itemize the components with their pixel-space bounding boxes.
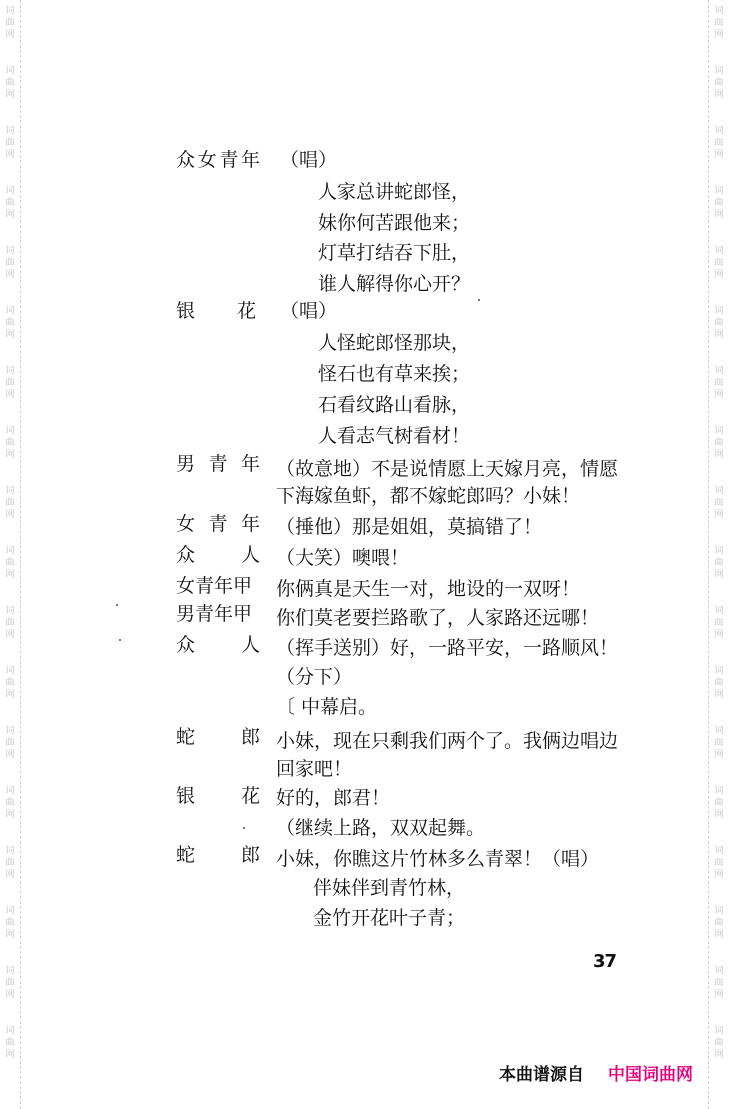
speaker-label: 蛇郎 <box>176 844 260 866</box>
left-margin-watermark-strip <box>0 0 21 1109</box>
stage-direction: （唱） <box>280 300 338 322</box>
watermark-glyph: 网 <box>714 810 724 820</box>
watermark-glyph: 曲 <box>5 258 15 268</box>
watermark-glyph: 网 <box>5 330 15 340</box>
watermark-glyph: 网 <box>714 690 724 700</box>
watermark-glyph: 曲 <box>5 18 15 28</box>
watermark-glyph: 词 <box>714 846 724 856</box>
watermark-glyph: 曲 <box>714 798 724 808</box>
watermark-glyph: 词 <box>714 666 724 676</box>
stage-direction: 〔 中幕启。 <box>276 696 378 718</box>
watermark-glyph: 网 <box>714 1050 724 1060</box>
speaker-label: 众人 <box>176 544 260 566</box>
speaker-label: 女青年甲 <box>176 575 253 597</box>
watermark-glyph: 曲 <box>714 1038 724 1048</box>
speaker-label: 众女青年 <box>176 149 260 171</box>
lyric-line: 谁人解得你心开？ <box>318 273 471 295</box>
watermark-glyph: 网 <box>714 570 724 580</box>
watermark-glyph: 网 <box>5 30 15 40</box>
watermark-glyph: 曲 <box>5 198 15 208</box>
dialogue-line: （捶他）那是姐姐，莫搞错了！ <box>276 516 543 538</box>
scan-speck <box>116 604 118 606</box>
watermark-glyph: 曲 <box>5 78 15 88</box>
watermark-glyph: 网 <box>5 810 15 820</box>
dialogue-line: （挥手送别）好，一路平安，一路顺风！ <box>276 637 619 659</box>
watermark-glyph: 网 <box>5 930 15 940</box>
watermark-glyph: 词 <box>5 1026 15 1036</box>
watermark-glyph: 词 <box>5 606 15 616</box>
watermark-glyph: 网 <box>5 750 15 760</box>
watermark-glyph: 词 <box>5 366 15 376</box>
watermark-glyph: 词 <box>5 726 15 736</box>
watermark-glyph: 曲 <box>714 858 724 868</box>
lyric-line: 石看纹路山看脉， <box>318 394 471 416</box>
watermark-glyph: 网 <box>5 210 15 220</box>
dialogue-line: 你们莫老要拦路歌了，人家路还远哪！ <box>276 607 600 629</box>
dialogue-line: （故意地）不是说情愿上天嫁月亮，情愿 <box>276 458 619 480</box>
watermark-glyph: 网 <box>714 450 724 460</box>
watermark-glyph: 网 <box>5 150 15 160</box>
watermark-glyph: 词 <box>714 6 724 16</box>
watermark-glyph: 曲 <box>714 618 724 628</box>
dialogue-line: 你俩真是天生一对，地设的一双呀！ <box>276 578 581 600</box>
watermark-glyph: 词 <box>714 366 724 376</box>
scan-speck <box>478 299 480 301</box>
watermark-glyph: 曲 <box>714 678 724 688</box>
watermark-glyph: 词 <box>5 426 15 436</box>
speaker-label: 女青年 <box>176 513 260 535</box>
watermark-glyph: 曲 <box>714 78 724 88</box>
dialogue-line: 小妹，现在只剩我们两个了。我俩边唱边 <box>276 730 619 752</box>
lyric-line: 人怪蛇郎怪那块， <box>318 332 471 354</box>
watermark-glyph: 网 <box>5 690 15 700</box>
watermark-glyph: 词 <box>5 966 15 976</box>
watermark-glyph: 词 <box>714 66 724 76</box>
watermark-glyph: 词 <box>5 6 15 16</box>
watermark-glyph: 曲 <box>5 318 15 328</box>
watermark-glyph: 网 <box>714 270 724 280</box>
lyric-line: 人看志气树看材！ <box>318 425 471 447</box>
watermark-glyph: 曲 <box>714 198 724 208</box>
watermark-glyph: 词 <box>714 126 724 136</box>
watermark-glyph: 词 <box>714 246 724 256</box>
stage-direction: （唱） <box>280 149 338 171</box>
watermark-glyph: 词 <box>5 126 15 136</box>
watermark-glyph: 网 <box>714 750 724 760</box>
watermark-glyph: 网 <box>714 630 724 640</box>
watermark-glyph: 网 <box>5 90 15 100</box>
speaker-label: 众人 <box>176 634 260 656</box>
lyric-line: 怪石也有草来挨； <box>318 363 471 385</box>
watermark-glyph: 词 <box>714 966 724 976</box>
scan-speck <box>243 827 245 829</box>
footer-source-label: 本曲谱源自 <box>499 1065 584 1085</box>
watermark-glyph: 词 <box>714 786 724 796</box>
watermark-glyph: 网 <box>714 870 724 880</box>
page-number: 37 <box>593 951 617 972</box>
watermark-glyph: 词 <box>5 66 15 76</box>
watermark-glyph: 词 <box>5 846 15 856</box>
watermark-glyph: 词 <box>714 306 724 316</box>
scan-speck <box>119 639 121 641</box>
watermark-glyph: 词 <box>714 1026 724 1036</box>
watermark-glyph: 网 <box>714 510 724 520</box>
watermark-glyph: 曲 <box>5 798 15 808</box>
watermark-glyph: 词 <box>714 486 724 496</box>
watermark-glyph: 网 <box>714 30 724 40</box>
speaker-label: 男青年甲 <box>176 603 253 625</box>
watermark-glyph: 曲 <box>714 918 724 928</box>
speaker-label: 银花 <box>176 785 260 807</box>
watermark-glyph: 网 <box>714 90 724 100</box>
dialogue-line: （大笑）噢喂！ <box>276 547 410 569</box>
watermark-glyph: 曲 <box>714 498 724 508</box>
watermark-glyph: 曲 <box>5 618 15 628</box>
watermark-glyph: 词 <box>5 306 15 316</box>
watermark-glyph: 词 <box>714 606 724 616</box>
watermark-glyph: 曲 <box>714 18 724 28</box>
footer-site-link[interactable]: 中国词曲网 <box>608 1065 693 1085</box>
watermark-glyph: 曲 <box>714 258 724 268</box>
watermark-glyph: 词 <box>714 726 724 736</box>
lyric-line: 金竹开花叶子青； <box>313 907 466 929</box>
watermark-glyph: 曲 <box>5 918 15 928</box>
watermark-glyph: 曲 <box>5 438 15 448</box>
watermark-glyph: 词 <box>714 186 724 196</box>
watermark-glyph: 曲 <box>714 438 724 448</box>
watermark-glyph: 网 <box>5 390 15 400</box>
stage-direction: （分下） <box>276 666 353 688</box>
watermark-glyph: 词 <box>714 546 724 556</box>
lyric-line: 伴妹伴到青竹林， <box>313 877 466 899</box>
watermark-glyph: 曲 <box>714 318 724 328</box>
right-margin-watermark-strip <box>708 0 729 1109</box>
dialogue-line: 小妹，你瞧这片竹林多么青翠！（唱） <box>276 848 600 870</box>
dialogue-line: 回家吧！ <box>276 758 353 780</box>
speaker-label: 银花 <box>176 300 256 322</box>
watermark-glyph: 曲 <box>714 138 724 148</box>
dialogue-line: 下海嫁鱼虾，都不嫁蛇郎吗？小妹！ <box>276 485 581 507</box>
speaker-label: 蛇郎 <box>176 726 260 748</box>
watermark-glyph: 网 <box>5 630 15 640</box>
watermark-glyph: 网 <box>714 930 724 940</box>
watermark-glyph: 曲 <box>5 858 15 868</box>
watermark-glyph: 网 <box>714 990 724 1000</box>
watermark-glyph: 词 <box>714 426 724 436</box>
watermark-glyph: 曲 <box>714 558 724 568</box>
watermark-glyph: 网 <box>714 330 724 340</box>
watermark-glyph: 词 <box>5 186 15 196</box>
speaker-label: 男青年 <box>176 453 260 475</box>
watermark-glyph: 词 <box>5 906 15 916</box>
watermark-glyph: 词 <box>5 246 15 256</box>
watermark-glyph: 网 <box>714 150 724 160</box>
watermark-glyph: 曲 <box>5 378 15 388</box>
watermark-glyph: 网 <box>5 510 15 520</box>
watermark-glyph: 曲 <box>714 738 724 748</box>
watermark-glyph: 曲 <box>5 1038 15 1048</box>
watermark-glyph: 网 <box>714 390 724 400</box>
watermark-glyph: 网 <box>5 450 15 460</box>
watermark-glyph: 词 <box>5 786 15 796</box>
watermark-glyph: 曲 <box>5 498 15 508</box>
watermark-glyph: 曲 <box>5 138 15 148</box>
watermark-glyph: 词 <box>5 546 15 556</box>
lyric-line: 人家总讲蛇郎怪， <box>318 181 471 203</box>
watermark-glyph: 曲 <box>5 978 15 988</box>
watermark-glyph: 词 <box>5 486 15 496</box>
watermark-glyph: 网 <box>5 1050 15 1060</box>
watermark-glyph: 曲 <box>5 678 15 688</box>
watermark-glyph: 曲 <box>714 378 724 388</box>
watermark-glyph: 网 <box>5 570 15 580</box>
stage-direction: （继续上路，双双起舞。 <box>276 817 486 839</box>
lyric-line: 妹你何苦跟他来； <box>318 212 471 234</box>
watermark-glyph: 曲 <box>5 558 15 568</box>
watermark-glyph: 曲 <box>714 978 724 988</box>
watermark-glyph: 网 <box>5 270 15 280</box>
watermark-glyph: 词 <box>5 666 15 676</box>
watermark-glyph: 曲 <box>5 738 15 748</box>
watermark-glyph: 词 <box>714 906 724 916</box>
watermark-glyph: 网 <box>5 870 15 880</box>
watermark-glyph: 网 <box>714 210 724 220</box>
lyric-line: 灯草打结吞下肚， <box>318 242 471 264</box>
watermark-glyph: 网 <box>5 990 15 1000</box>
dialogue-line: 好的，郎君！ <box>276 787 391 809</box>
